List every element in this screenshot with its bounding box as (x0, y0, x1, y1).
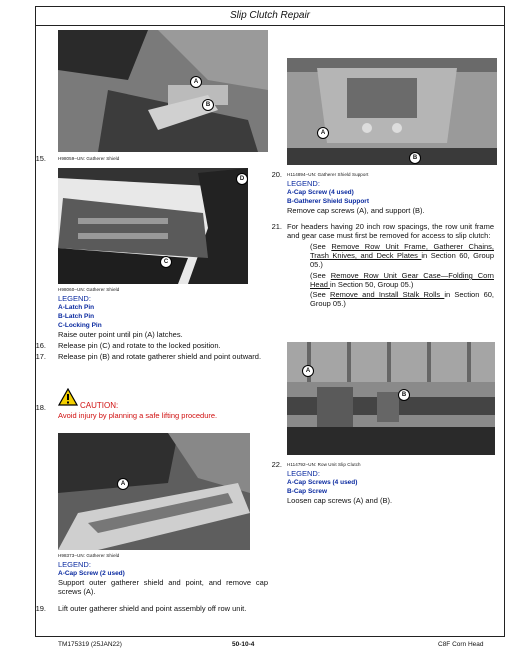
step-21-ref-3 (310, 290, 494, 308)
step-16-number: 16. (35, 341, 46, 350)
fig-latch-caption: H98060–UN: Gatherer Shield (58, 287, 120, 292)
legend-item: A-Cap Screws (4 used) (287, 479, 358, 486)
warning-triangle-icon (58, 388, 78, 406)
photo-gatherer-shield-latch (58, 168, 248, 284)
legend-item: A-Cap Screw (4 used) (287, 189, 354, 196)
legend-item: B-Gatherer Shield Support (287, 198, 369, 205)
callout-b: B (398, 389, 410, 401)
link-remove-row-unit-gear-case[interactable]: Remove Row Unit Gear Case—Folding Corn Head (310, 271, 494, 289)
ref-prefix: (See (310, 290, 331, 299)
header-rule (35, 25, 505, 26)
step-22-legend (287, 469, 392, 505)
callout-a: A (190, 76, 202, 88)
footer-manual-name: C8F Corn Head (438, 641, 484, 648)
step-17-number: 17. (35, 352, 46, 361)
legend-item: C-Locking Pin (58, 322, 102, 329)
legend-item: B-Cap Screw (287, 488, 328, 495)
photo-gatherer-shield-support (58, 433, 250, 550)
fig-support-instruction: Support outer gatherer shield and point, and remove cap screws (A). (58, 578, 268, 596)
footer-page-number: 50-10-4 (232, 641, 255, 648)
photo-gatherer-shield-top (58, 30, 268, 152)
legend-title: LEGEND: (287, 179, 320, 188)
step-20-legend (287, 179, 425, 215)
ref-prefix: (See (310, 242, 332, 251)
step-15-number: 15. (35, 154, 46, 163)
page-title: Slip Clutch Repair (229, 10, 311, 21)
fig-support-legend (58, 560, 268, 596)
legend-item: A-Cap Screw (2 used) (58, 570, 125, 577)
page-border-top (35, 6, 505, 7)
legend-title: LEGEND: (58, 560, 91, 569)
legend-title: LEGEND: (58, 294, 91, 303)
callout-b: B (409, 152, 421, 164)
step-21-text: For headers having 20 inch row spacings, the row unit frame and gear case must first be removed for access to slip clutch: (287, 222, 494, 240)
link-remove-install-stalk-rolls[interactable]: Remove and Install Stalk Rolls (330, 290, 445, 299)
step-16-text: Release pin (C) and rotate to the locked position. (58, 341, 221, 350)
step-20-instruction: Remove cap screws (A), and support (B). (287, 206, 425, 215)
step-15-caption: H98059–UN: Gatherer Shield (58, 156, 120, 161)
callout-d: D (236, 173, 248, 185)
fig-latch-legend (58, 294, 183, 339)
callout-b: B (202, 99, 214, 111)
caution-label: CAUTION: (80, 401, 119, 410)
photo-shield-support-cap-screws (287, 58, 497, 165)
step-21-ref-1 (310, 242, 494, 269)
callout-a: A (302, 365, 314, 377)
ref-suffix: in Section 60, Group 05.) (310, 251, 494, 269)
legend-title: LEGEND: (287, 469, 320, 478)
step-19-number: 19. (35, 604, 46, 613)
footer-document-id: TM175319 (25JAN22) (58, 641, 122, 648)
legend-item: A-Latch Pin (58, 304, 95, 311)
caution-text: Avoid injury by planning a safe lifting procedure. (58, 411, 218, 420)
step-17-text: Release pin (B) and rotate gatherer shield and point outward. (58, 352, 262, 361)
ref-suffix: in Section 60, Group 05.) (310, 290, 494, 308)
callout-a: A (317, 127, 329, 139)
fig-support-caption: H98373–UN: Gatherer Shield (58, 553, 120, 558)
link-remove-row-unit-frame[interactable]: Remove Row Unit Frame, Gatherer Chains, Trash Knives, and Deck Plates (310, 242, 494, 260)
step-22-number: 22. (271, 460, 282, 469)
step-22-instruction: Loosen cap screws (A) and (B). (287, 496, 393, 505)
ref-suffix: in Section 50, Group 05.) (330, 280, 414, 289)
step-21-number: 21. (271, 222, 282, 231)
photo-row-unit-slip-clutch (287, 342, 495, 455)
ref-prefix: (See (310, 271, 331, 280)
legend-item: B-Latch Pin (58, 313, 95, 320)
fig-latch-instruction: Raise outer point until pin (A) latches. (58, 330, 183, 339)
step-18-number: 18. (35, 403, 46, 412)
step-20-caption: H114894–UN: Gatherer Shield Support (287, 172, 369, 177)
callout-c: C (160, 256, 172, 268)
step-21-ref-2 (310, 271, 494, 289)
page-border-left (35, 6, 36, 636)
callout-a: A (117, 478, 129, 490)
step-22-caption: H114792–UN: Row Unit Slip Clutch (287, 462, 361, 467)
step-20-number: 20. (271, 170, 282, 179)
page-border-bottom (35, 636, 505, 637)
step-19-text: Lift outer gatherer shield and point assembly off row unit. (58, 604, 247, 613)
page-border-right (504, 6, 505, 636)
